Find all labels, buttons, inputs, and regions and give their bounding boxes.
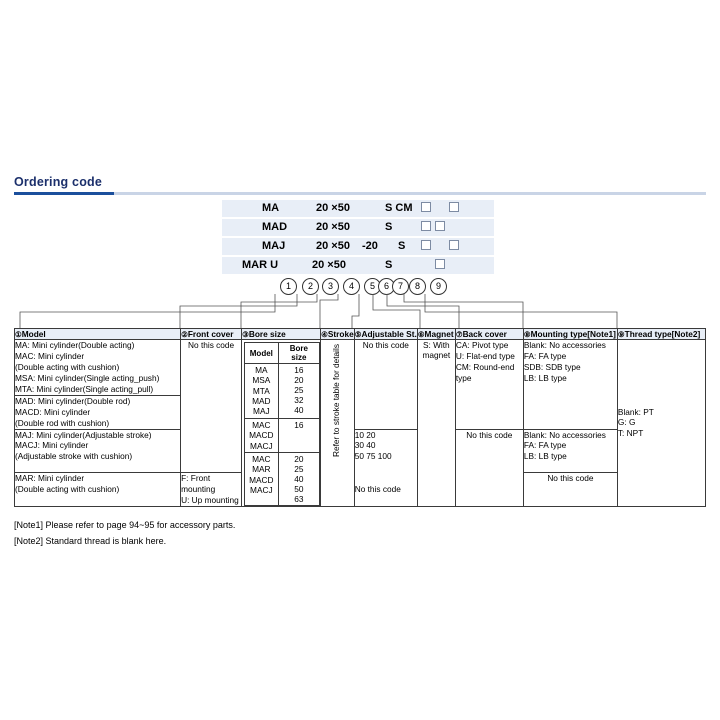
model-line: MAR: Mini cylinder <box>15 473 85 484</box>
code-example-rows <box>222 200 494 276</box>
bore-row <box>245 418 320 452</box>
col-header-model: ①Model <box>15 329 181 340</box>
back-cover-type: CM: Round-end type <box>455 361 515 383</box>
code-bore: 20 ×50 <box>316 202 350 214</box>
back-cover-type: CA: Pivot type <box>455 340 509 350</box>
model-group-3 <box>15 429 181 473</box>
note-2-text: Standard thread is blank here. <box>43 535 167 546</box>
mounting-option: LB: LB type <box>523 372 567 383</box>
adjustable-no-code: No this code <box>362 340 409 350</box>
note-1-tag: [Note1] <box>14 520 44 530</box>
front-cover-no-code-cell <box>181 340 242 473</box>
col-header-front-cover: ②Front cover <box>181 329 242 340</box>
notes-block <box>14 518 235 550</box>
thread-option: T: NPT <box>617 428 644 439</box>
bore-table-header <box>245 343 320 364</box>
code-row <box>222 257 494 274</box>
code-box <box>435 259 445 269</box>
code-bore: 20 ×50 <box>312 259 346 271</box>
code-box <box>435 221 445 231</box>
code-box <box>449 240 459 250</box>
position-markers <box>268 278 468 296</box>
code-box <box>449 202 459 212</box>
ordering-code-table <box>14 328 706 507</box>
bore-row <box>245 364 320 419</box>
adjustable-values-cell <box>354 429 417 506</box>
marker-7: 7 <box>392 278 409 295</box>
back-cover-types-cell <box>455 340 523 430</box>
col-header-mounting-type: ⑧Mounting type[Note1] <box>523 329 616 339</box>
bore-col-model: Model <box>245 343 278 364</box>
code-box <box>421 202 431 212</box>
table-header-row <box>15 329 706 340</box>
model-line: MACD: Mini cylinder <box>15 406 91 417</box>
col-header-stroke: ④Stroke <box>321 329 354 339</box>
model-line: MTA: Mini cylinder(Single acting_pull) <box>15 383 154 394</box>
marker-4: 4 <box>343 278 360 295</box>
col-header-bore-size: ③Bore size <box>242 329 321 340</box>
model-group-2 <box>15 395 181 429</box>
marker-1: 1 <box>280 278 297 295</box>
model-line: (Double acting with cushion) <box>15 484 120 494</box>
mounting-option: FA: FA type <box>523 350 567 361</box>
model-line: (Adjustable stroke with cushion) <box>15 451 133 462</box>
mounting-option: Blank: No accessories <box>523 429 606 440</box>
model-line: MAC: Mini cylinder <box>15 350 85 361</box>
bore-models-2: MAC MACD MACJ <box>245 418 278 452</box>
back-cover-no-code: No this code <box>466 429 513 440</box>
model-line: (Double rod with cushion) <box>15 417 110 428</box>
bore-sizes-1: 16 20 25 32 40 <box>278 364 320 419</box>
code-model: MAJ <box>262 240 286 252</box>
code-row <box>222 200 494 217</box>
adjustable-value: 10 20 <box>354 429 376 440</box>
code-model: MAR U <box>242 259 279 271</box>
magnet-text: S: With magnet <box>422 340 451 360</box>
code-row <box>222 219 494 236</box>
code-model: MAD <box>262 221 288 233</box>
code-row <box>222 238 494 255</box>
note-1-text: Please refer to page 94~95 for accessory parts. <box>43 520 236 530</box>
table-body-row-group-3 <box>15 429 706 473</box>
bore-col-size: Bore size <box>278 343 320 364</box>
bore-models-1: MA MSA MTA MAD MAJ <box>245 364 278 419</box>
adjustable-value: 30 40 <box>354 440 376 451</box>
note-2 <box>14 534 235 550</box>
mounting-no-code: No this code <box>547 473 594 484</box>
magnet-cell <box>417 340 455 507</box>
title-divider <box>14 192 706 195</box>
code-suffix: S <box>398 240 406 252</box>
code-suffix: S CM <box>385 202 413 214</box>
page-title-block <box>14 175 706 195</box>
code-box <box>421 221 431 231</box>
bore-size-cell <box>242 340 321 507</box>
model-group-1 <box>15 340 181 396</box>
thread-type-cell <box>617 340 705 507</box>
col-header-adjustable-st: ⑤Adjustable St. <box>354 329 417 339</box>
marker-8: 8 <box>409 278 426 295</box>
model-line: MAD: Mini cylinder(Double rod) <box>15 395 131 406</box>
code-suffix: S <box>385 259 393 271</box>
code-suffix: S <box>385 221 393 233</box>
marker-5: 5 <box>364 278 381 295</box>
mounting-type-top-cell <box>523 340 617 430</box>
bore-sizes-2: 16 <box>278 418 320 452</box>
col-header-magnet: ⑥Magnet <box>417 329 454 339</box>
stroke-text: Refer to stroke table for details <box>331 344 342 457</box>
marker-3: 3 <box>322 278 339 295</box>
adjustable-no-code-2: No this code <box>354 484 401 495</box>
marker-9: 9 <box>430 278 447 295</box>
front-cover-mounting-cell <box>181 473 242 507</box>
mounting-option: Blank: No accessories <box>523 340 606 350</box>
mounting-option: LB: LB type <box>523 451 567 462</box>
front-cover-option: U: Up mounting <box>181 494 239 505</box>
bore-row <box>245 452 320 505</box>
back-cover-type: U: Flat-end type <box>455 350 515 361</box>
model-line: MACJ: Mini cylinder <box>15 440 89 451</box>
model-line: (Double acting with cushion) <box>15 361 120 372</box>
adjustable-value: 50 75 100 <box>354 451 392 462</box>
code-bore: 20 ×50 <box>316 221 350 233</box>
thread-option: Blank: PT <box>617 406 654 417</box>
col-header-thread-type: ⑨Thread type[Note2] <box>617 329 705 340</box>
col-header-back-cover: ⑦Back cover <box>455 329 523 340</box>
model-group-4 <box>15 473 181 507</box>
note-1 <box>14 518 235 534</box>
code-bore: 20 ×50 <box>316 240 350 252</box>
title-divider-accent <box>14 192 114 195</box>
code-box <box>421 240 431 250</box>
bore-size-table <box>244 342 320 506</box>
page-title: Ordering code <box>14 175 103 189</box>
adjustable-no-code-cell <box>354 340 417 430</box>
code-model: MA <box>262 202 280 214</box>
marker-2: 2 <box>302 278 319 295</box>
stroke-cell <box>321 340 355 507</box>
front-cover-no-code: No this code <box>188 340 235 350</box>
mounting-option: SDB: SDB type <box>523 361 581 372</box>
mounting-option: FA: FA type <box>523 440 567 451</box>
model-line: MAJ: Mini cylinder(Adjustable stroke) <box>15 429 152 440</box>
model-line: MSA: Mini cylinder(Single acting_push) <box>15 372 160 383</box>
bore-sizes-3: 20 25 40 50 63 <box>278 452 320 505</box>
bore-models-3: MAC MAR MACD MACJ <box>245 452 278 505</box>
thread-option: G: G <box>617 417 636 428</box>
note-2-tag: [Note2] <box>14 535 44 546</box>
marker-6: 6 <box>378 278 395 295</box>
front-cover-option: F: Front mounting <box>181 473 216 494</box>
back-cover-no-code-cell <box>455 429 523 506</box>
mounting-type-bottom-cell <box>523 473 617 507</box>
code-stroke: -20 <box>362 240 378 252</box>
mounting-type-mid-cell <box>523 429 617 473</box>
model-line: MA: Mini cylinder(Double acting) <box>15 340 135 350</box>
table-body-row-group-1 <box>15 340 706 396</box>
